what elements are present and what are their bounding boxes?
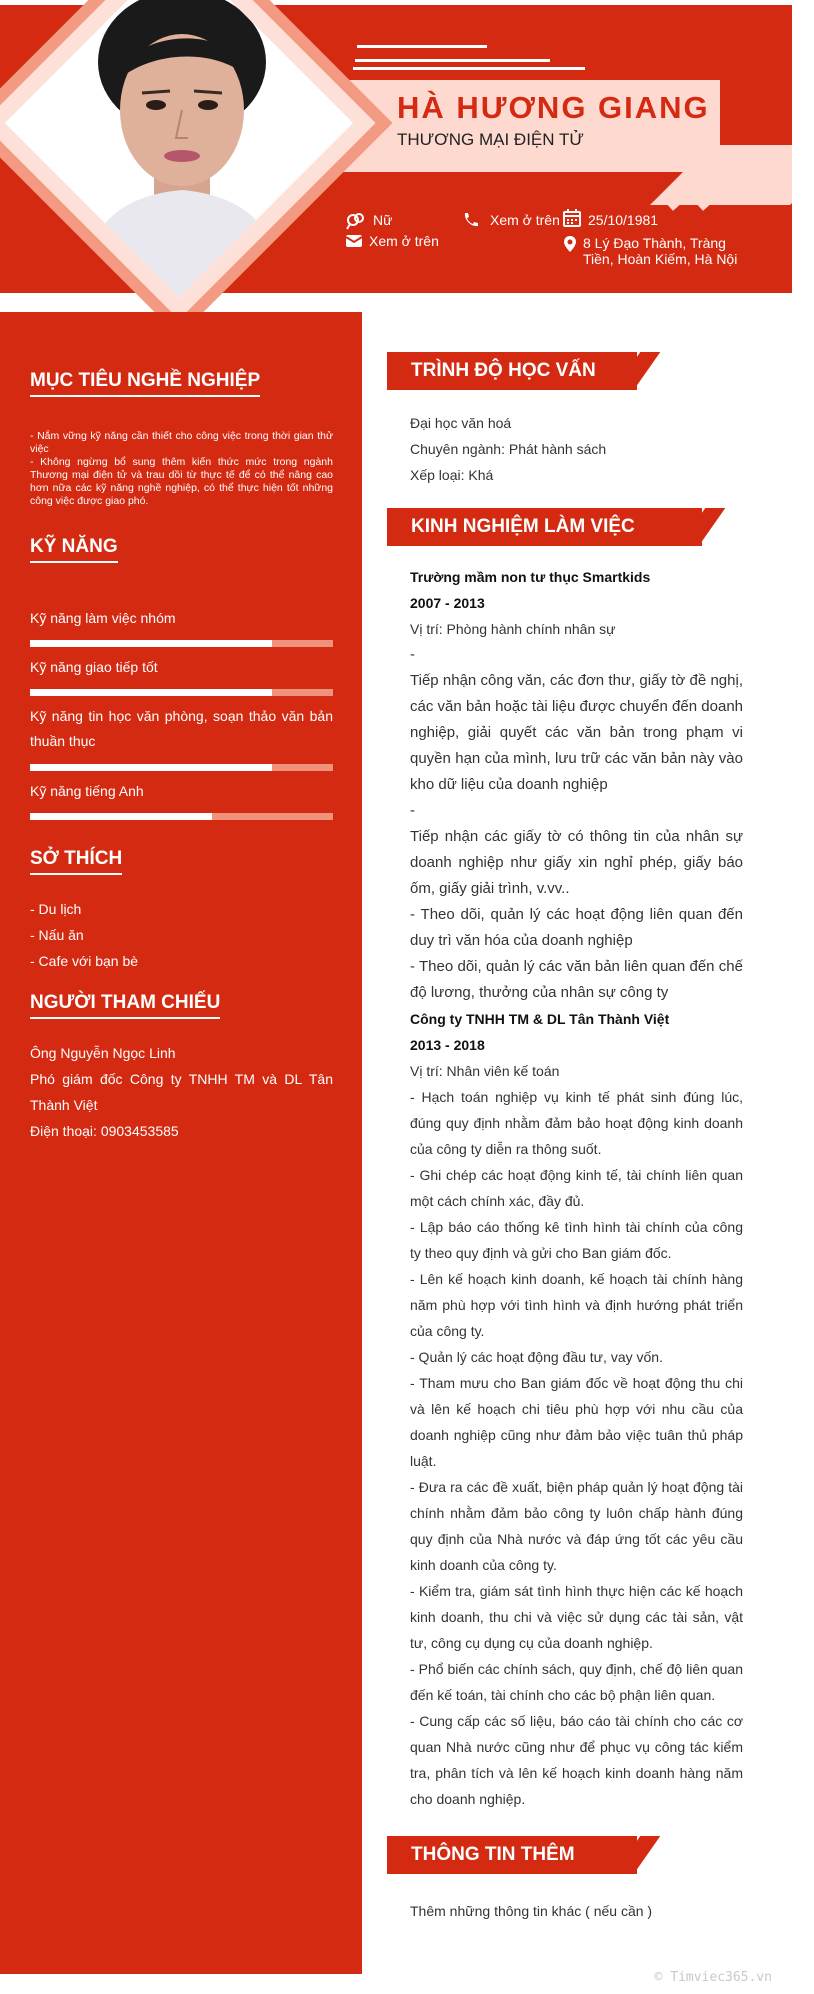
job-duty: - Theo dõi, quản lý các văn bản liên quan đến chế độ lương, thưởng của nhân sự công ty (410, 958, 743, 1001)
job-duty: - Lên kế hoạch kinh doanh, kế hoạch tài chính hàng năm phù hợp với tình hình và định hướng phát triển của công ty. (410, 1271, 743, 1339)
hobby-item: - Nấu ăn (30, 927, 84, 943)
extra-info-text: Thêm những thông tin khác ( nếu cần ) (410, 1903, 653, 1919)
job-duty: - Quản lý các hoạt động đầu tư, vay vốn. (410, 1349, 663, 1365)
reference-name: Ông Nguyễn Ngọc Linh (30, 1045, 176, 1061)
education-line: Xếp loại: Khá (410, 467, 494, 483)
skill-bar (30, 764, 333, 771)
job-duty: - Tham mưu cho Ban giám đốc về hoạt động thu chi và lên kế hoạch chi tiêu phù hợp với nhu cầu của doanh nghiệp cũng như đảm bảo việc tuân thủ pháp luật. (410, 1375, 743, 1469)
education-line: Chuyên ngành: Phát hành sách (410, 441, 607, 457)
address-info (583, 235, 748, 267)
job-duty: - Ghi chép các hoạt động kinh tế, tài chính liên quan một cách chính xác, đầy đủ. (410, 1167, 743, 1209)
experience-content (410, 564, 743, 1812)
phone-info (462, 212, 560, 228)
skill-label: Kỹ năng tin học văn phòng, soạn thảo văn bản thuần thục (30, 708, 333, 749)
skill-bar (30, 689, 333, 696)
reference-heading: NGƯỜI THAM CHIẾU (30, 992, 220, 1019)
job-duty: Tiếp nhận công văn, các đơn thư, giấy tờ đề nghị, các văn bản hoặc tài liệu được chuyển đến doanh nghiệp, giải quyết các văn bản trong phạm vi quyền hạn của mình, lưu trữ các văn bản này vào kho dữ liệu của doanh nghiệp (410, 672, 743, 793)
experience-heading: KINH NGHIỆM LÀM VIỆC (387, 508, 702, 546)
job-duty: Tiếp nhận các giấy tờ có thông tin của nhân sự doanh nghiệp như giấy xin nghỉ phép, giấy báo ốm, giấy giải trình, v.vv.. (410, 828, 743, 897)
gender-info (345, 212, 392, 230)
phone-value: Xem ở trên (490, 212, 560, 228)
skill-bar (30, 813, 333, 820)
education-content (410, 410, 743, 488)
job-duty: - Đưa ra các đề xuất, biện pháp quản lý hoạt động tài chính nhằm đảm bảo công ty luôn chấp hành đúng quy định của Nhà nước và đáp ứng tốt các yêu cầu kinh doanh của công ty. (410, 1479, 743, 1573)
hobby-item: - Du lịch (30, 901, 82, 917)
hobby-item: - Cafe với bạn bè (30, 953, 139, 969)
job-duty: - Phổ biến các chính sách, quy định, chế độ liên quan đến kế toán, tài chính cho các bộ phận liên quan. (410, 1661, 743, 1703)
job-duty: - Hạch toán nghiệp vụ kinh tế phát sinh đúng lúc, đúng quy định nhằm đảm bảo hoạt động kinh doanh của công ty diễn ra thông suốt. (410, 1089, 743, 1157)
job-duty: - Kiểm tra, giám sát tình hình thực hiện các kế hoạch kinh doanh, thu chi và việc sử dụng các tài sản, vật tư, công cụ dụng cụ của doanh nghiệp. (410, 1583, 743, 1651)
objective-text: - Nắm vững kỹ năng cần thiết cho công việc trong thời gian thử việc - Không ngừng bổ sung thêm kiến thức mức trong ngành Thương mại điện tử và trau dồi từ thực tế để có thể nâng cao hơn nữa các kỹ năng nghề nghiệp, có thể thực hiện tốt những công việc được giao phó. (30, 430, 333, 507)
candidate-name: HÀ HƯƠNG GIANG (397, 90, 710, 125)
job-duty: - (410, 646, 415, 663)
location-pin-icon (563, 235, 577, 253)
job-position: Vị trí: Phòng hành chính nhân sự (410, 621, 616, 637)
education-line: Đại học văn hoá (410, 415, 512, 431)
phone-icon (462, 212, 480, 228)
skill-bar-fill (30, 813, 212, 820)
education-heading: TRÌNH ĐỘ HỌC VẤN (387, 352, 637, 390)
left-column (0, 312, 362, 1974)
email-value: Xem ở trên (369, 233, 439, 249)
skills-heading: KỸ NĂNG (30, 536, 118, 563)
job-period: 2013 - 2018 (410, 1037, 485, 1053)
job-duty: - Lập báo cáo thống kê tình hình tài chính của công ty theo quy định và gửi cho Ban giám đốc. (410, 1219, 743, 1261)
reference-list (30, 1040, 333, 1144)
skill-bar (30, 640, 333, 647)
candidate-title: THƯƠNG MẠI ĐIỆN TỬ (397, 130, 584, 149)
email-info (345, 233, 439, 249)
objective-heading: MỤC TIÊU NGHỀ NGHIỆP (30, 370, 260, 397)
calendar-icon (562, 208, 582, 228)
skill-bar-fill (30, 640, 272, 647)
job-duty: - Cung cấp các số liệu, báo cáo tài chính cho các cơ quan Nhà nước cũng như để phục vụ công tác kiểm tra, phân tích và lên kế hoạch kinh doanh hàng năm cho doanh nghiệp. (410, 1713, 743, 1807)
job-position: Vị trí: Nhân viên kế toán (410, 1063, 560, 1079)
extra-info-heading: THÔNG TIN THÊM (387, 1836, 637, 1874)
reference-position: Phó giám đốc Công ty TNHH TM và DL Tân Thành Việt (30, 1071, 333, 1113)
job-company: Công ty TNHH TM & DL Tân Thành Việt (410, 1011, 670, 1027)
job-company: Trường mầm non tư thục Smartkids (410, 569, 651, 585)
skill-bar-fill (30, 764, 272, 771)
skill-bar-fill (30, 689, 272, 696)
skill-label: Kỹ năng tiếng Anh (30, 783, 144, 799)
hobbies-heading: SỞ THÍCH (30, 848, 122, 875)
job-duty: - Theo dõi, quản lý các hoạt động liên quan đến duy trì văn hóa của doanh nghiệp (410, 906, 743, 949)
gender-value: Nữ (373, 212, 393, 228)
decor-line (355, 59, 550, 62)
address-value: 8 Lý Đạo Thành, Tràng Tiền, Hoàn Kiếm, Hà Nội (583, 235, 738, 267)
skill-label: Kỹ năng làm việc nhóm (30, 610, 176, 626)
job-period: 2007 - 2013 (410, 595, 485, 611)
email-icon (345, 233, 363, 249)
job-duty: - (410, 802, 415, 819)
reference-phone: Điện thoại: 0903453585 (30, 1123, 179, 1139)
decor-line (353, 67, 585, 70)
skill-label: Kỹ năng giao tiếp tốt (30, 659, 158, 675)
decor-line (357, 45, 487, 48)
hobbies-list (30, 896, 333, 974)
birthday-info (562, 208, 658, 228)
birthday-value: 25/10/1981 (588, 212, 659, 228)
gender-icon (345, 212, 367, 230)
watermark: © Timviec365.vn (654, 1970, 772, 1985)
